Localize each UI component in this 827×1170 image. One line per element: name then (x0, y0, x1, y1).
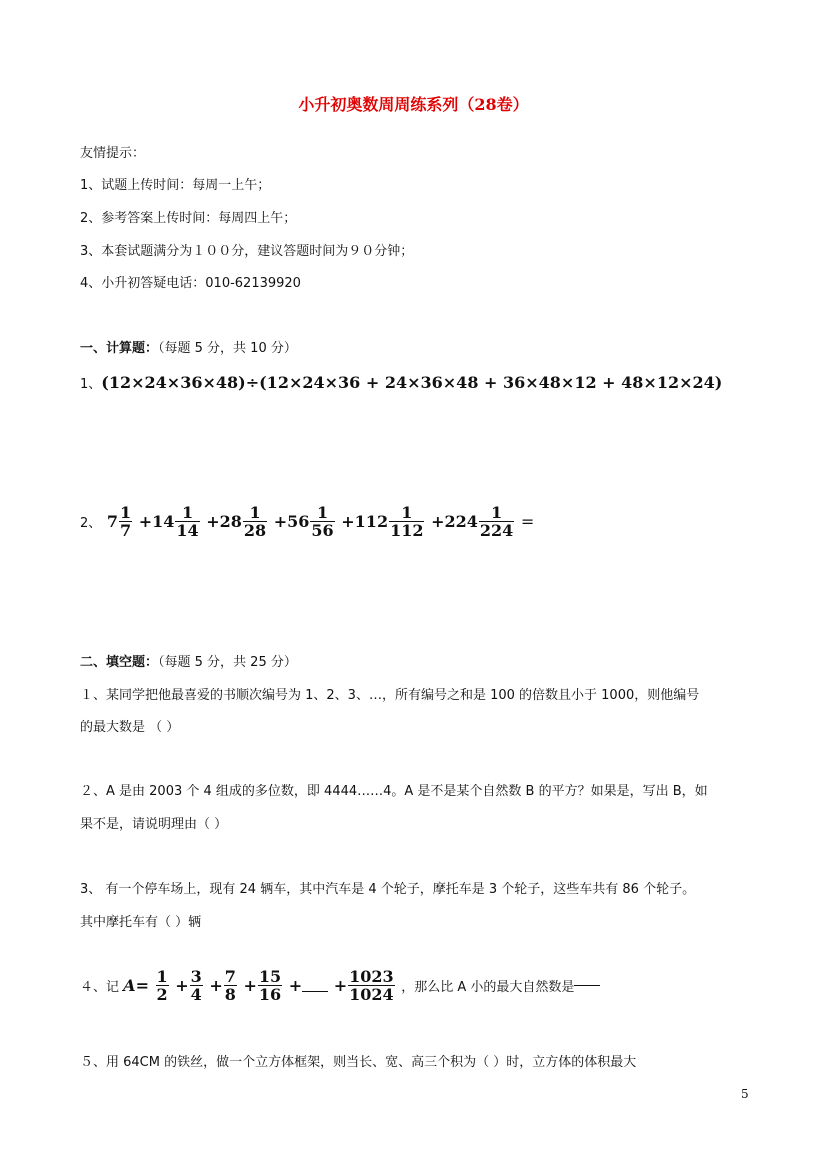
fraction-denominator: 14 (176, 521, 199, 540)
ellipsis-blank (302, 991, 328, 992)
fraction-numerator: 1 (479, 504, 514, 522)
fraction-denominator: 2 (156, 985, 168, 1004)
fraction (479, 504, 514, 539)
fraction (156, 968, 169, 1003)
fill-question-2-line-1: ２、A 是由 2003 个 4 组成的多位数，即 4444……4。A 是不是某个自然数 B 的平方？如果是，写出 B，如 (80, 784, 708, 799)
fraction-denominator: 7 (120, 521, 132, 540)
fraction (310, 504, 334, 539)
plus-sign: + (209, 976, 223, 995)
section1-note: （每题 5 分，共 10 分） (158, 341, 297, 356)
fraction-denominator: 28 (243, 521, 267, 540)
fraction-denominator: 1024 (349, 985, 394, 1004)
tip-item-3: 3、本套试题满分为１００分，建议答题时间为９０分钟； (80, 244, 414, 259)
question-index: 1、 (80, 377, 102, 392)
plus-sign: + (175, 976, 189, 995)
fraction-numerator: 1023 (349, 967, 394, 986)
fraction-numerator: 1 (120, 503, 132, 522)
fraction (243, 504, 267, 539)
equals-sign: = (135, 976, 149, 995)
fraction-denominator: 112 (390, 521, 424, 540)
tip-item-1: 1、试题上传时间：每周一上午； (80, 178, 271, 193)
page-number: 5 (741, 1087, 749, 1101)
term-lead: + (431, 512, 445, 531)
plus-sign: + (333, 976, 348, 995)
term-lead: + (273, 512, 288, 531)
fill-question-5: ５、用 64CM 的铁丝，做一个立方体框架，则当长、宽、高三个积为（ ）时，立方体的体积最大 (80, 1055, 637, 1070)
tip-item-4: 4、小升初答疑电话：010-62139920 (80, 276, 301, 291)
fraction (190, 968, 203, 1003)
term-whole: 56 (287, 512, 310, 531)
fraction-denominator: 4 (190, 985, 202, 1004)
variable-a: A (123, 976, 136, 995)
fraction-denominator: 16 (258, 985, 282, 1004)
fraction-numerator: 1 (310, 504, 334, 522)
page-title: 小升初奥数周周练系列（28卷） (298, 95, 529, 114)
calc-expression-2 (101, 503, 535, 540)
term-lead: + (138, 512, 153, 531)
equals-sign: = (520, 512, 535, 531)
fill-question-1-line-1: １、某同学把他最喜爱的书顺次编号为 1、2、3、…，所有编号之和是 100 的倍数且小于 1000，则他编号 (80, 688, 700, 703)
fraction-numerator: 1 (389, 504, 424, 522)
term-whole: 14 (152, 512, 175, 531)
term-lead: + (206, 512, 220, 531)
fraction (224, 968, 237, 1003)
answer-blank (574, 985, 600, 986)
term-lead: + (341, 512, 355, 531)
fraction (258, 968, 282, 1003)
fraction-numerator: 1 (243, 504, 267, 522)
section2-note: （每题 5 分，共 25 分） (158, 655, 297, 670)
section2-heading (80, 651, 297, 670)
fraction-numerator: 15 (258, 967, 282, 986)
calc-question-1 (80, 372, 722, 392)
term-whole: 7 (106, 512, 118, 531)
fill-question-3-line-2: 其中摩托车有（ ）辆 (80, 915, 202, 930)
section1-title: 一、计算题： (80, 341, 159, 356)
question-index: 2、 (80, 516, 102, 531)
term-whole: 224 (444, 512, 478, 531)
section2-title: 二、填空题： (80, 655, 159, 670)
calc-expression-1: (12×24×36×48)÷(12×24×36 + 24×36×48 + 36×48×12 + 48×12×24) (101, 373, 723, 392)
fill-question-3-line-1: 3、 有一个停车场上，现有 24 辆车，其中汽车是 4 个轮子，摩托车是 3 个轮子，这些车共有 86 个轮子。 (80, 882, 696, 897)
fraction (389, 504, 424, 539)
fraction-denominator: 224 (479, 521, 514, 540)
fill-question-2-line-2: 果不是，请说明理由（ ） (80, 817, 228, 832)
tips-heading: 友情提示： (80, 146, 146, 161)
fraction-denominator: 56 (311, 521, 334, 540)
fraction-numerator: 3 (190, 967, 202, 986)
term-whole: 112 (354, 512, 389, 531)
fill-question-1-line-2: 的最大数是 （ ） (80, 720, 180, 735)
fraction-numerator: 1 (156, 967, 168, 986)
fill-question-4 (80, 968, 600, 1003)
fraction-denominator: 8 (224, 985, 236, 1004)
calc-question-2 (80, 504, 534, 539)
question-index: ４、记 (80, 980, 124, 995)
fraction (175, 504, 199, 539)
plus-sign: + (243, 976, 257, 995)
sum-expression: A= $\frac{1}{2}$ + $\frac{3}{4}$ + $\frac{7}{8}$ + $\frac{15}{16}$ + + $\frac{1023}{1024}$ (123, 967, 394, 1004)
fraction (348, 968, 395, 1003)
tip-item-2: 2、参考答案上传时间：每周四上午； (80, 211, 297, 226)
fraction (119, 504, 132, 539)
fraction-numerator: 1 (175, 504, 199, 522)
term-whole: 28 (219, 512, 242, 531)
question-4-text: ，那么比 A 小的最大自然数是 (401, 980, 575, 995)
fraction-numerator: 7 (224, 967, 236, 986)
section1-heading (80, 337, 297, 356)
